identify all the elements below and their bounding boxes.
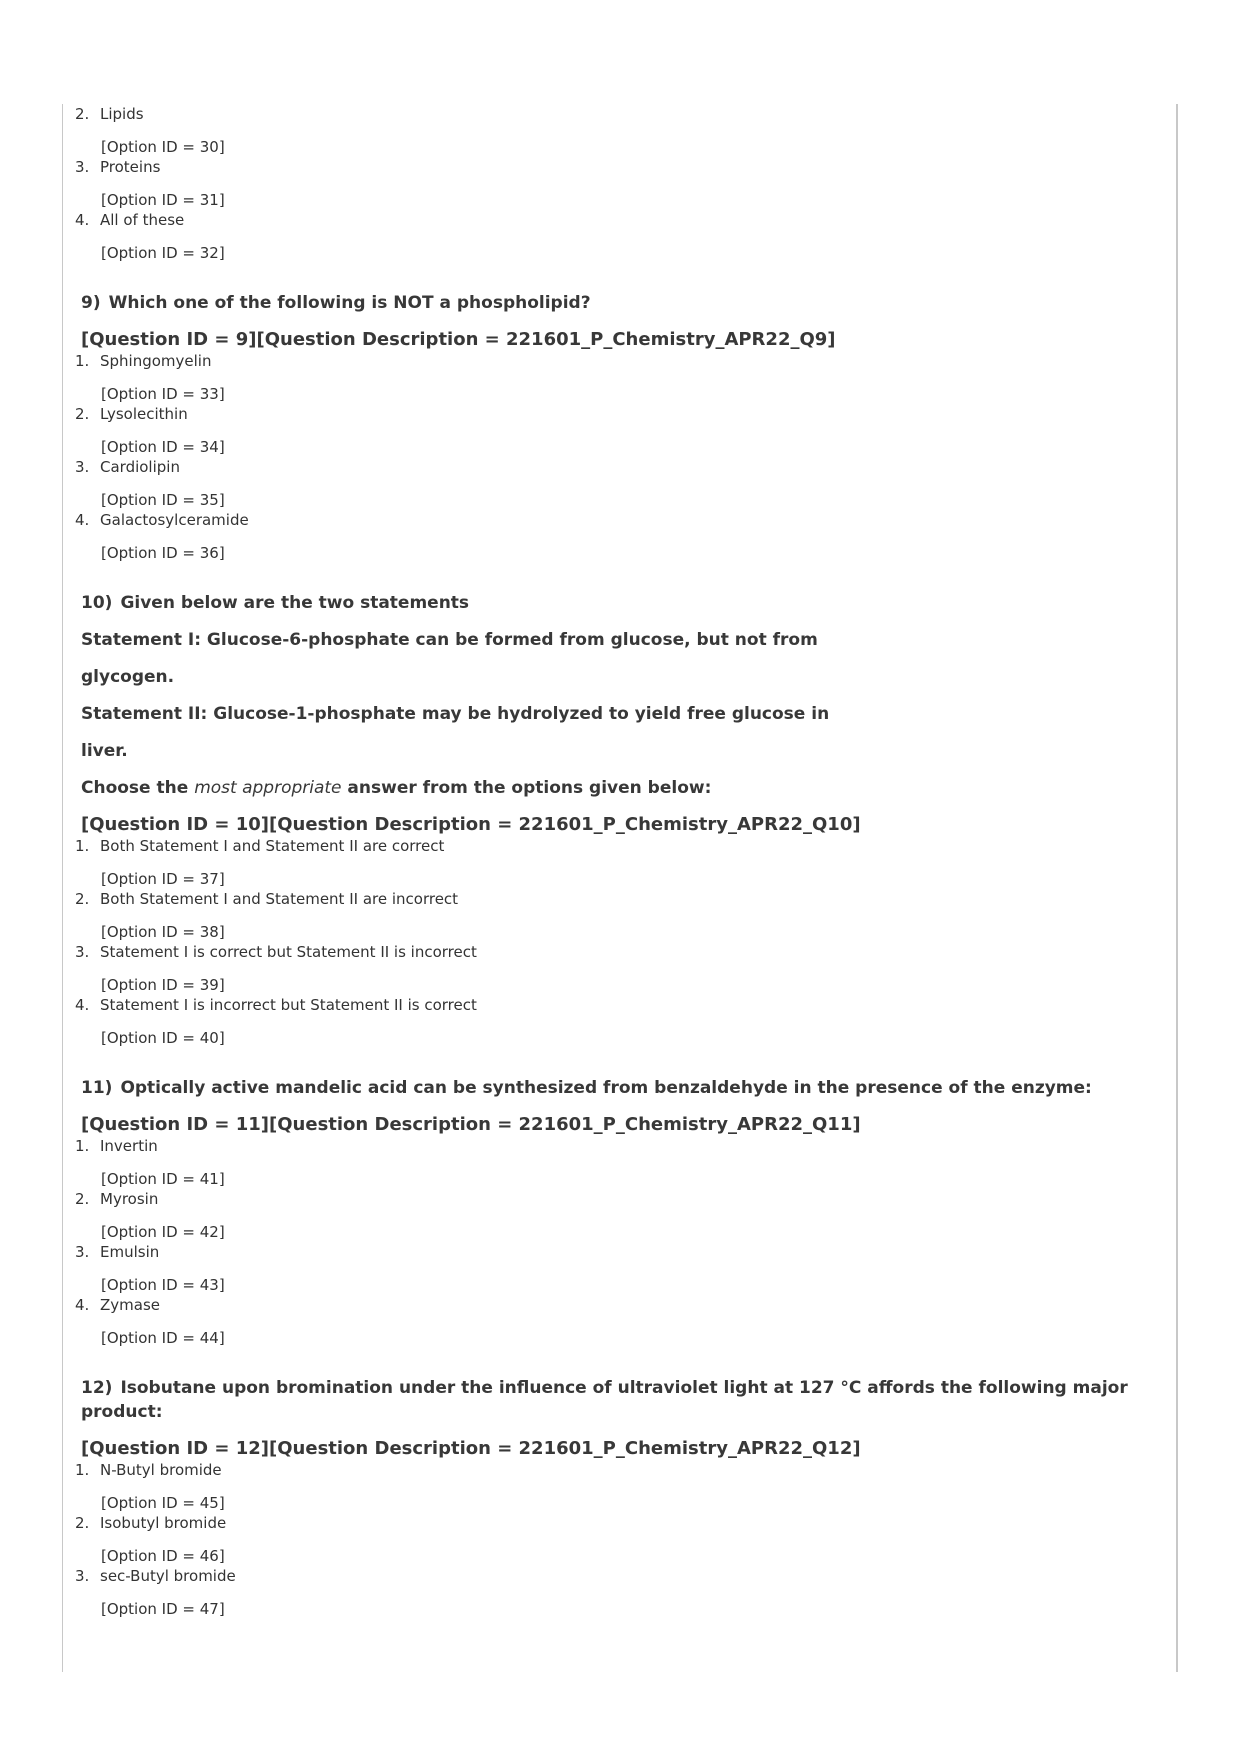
question-stem [75, 1376, 1165, 1424]
option-item: 3. Cardiolipin [75, 458, 180, 476]
option-item: 3. Statement I is correct but Statement II is incorrect [75, 943, 477, 961]
option-item: 4. All of these [75, 211, 185, 229]
option-id: [Option ID = 31] [101, 191, 225, 209]
option-item: 1. Invertin [75, 1137, 158, 1155]
statement-1-line-1: Statement I: Glucose-6-phosphate can be formed from glucose, but not from [81, 630, 818, 650]
option-id: [Option ID = 32] [101, 244, 225, 262]
option-item: 4. Zymase [75, 1296, 160, 1314]
question-id: [Question ID = 11][Question Description = 221601_P_Chemistry_APR22_Q11] [81, 1114, 861, 1135]
statement-2-line-2: liver. [81, 741, 128, 761]
question-content [75, 104, 1165, 1619]
option-id: [Option ID = 43] [101, 1276, 225, 1294]
option-id: [Option ID = 39] [101, 976, 225, 994]
option-id: [Option ID = 37] [101, 870, 225, 888]
prev-question-options [75, 104, 1165, 263]
statement-2-line-1: Statement II: Glucose-1-phosphate may be hydrolyzed to yield free glucose in [81, 704, 830, 724]
option-id: [Option ID = 38] [101, 923, 225, 941]
option-item: 4. Galactosylceramide [75, 511, 249, 529]
question-12 [75, 1376, 1165, 1619]
question-text: Isobutane upon bromination under the influence of ultraviolet light at 127 °C affords the following major product: [81, 1378, 1128, 1422]
option-id: [Option ID = 34] [101, 438, 225, 456]
option-id: [Option ID = 41] [101, 1170, 225, 1188]
choose-instruction: Choose the most appropriate answer from the options given below: [81, 778, 712, 798]
option-item: 4. Statement I is incorrect but Statement II is correct [75, 996, 477, 1014]
option-item: 3. Proteins [75, 158, 161, 176]
option-item: 1. Both Statement I and Statement II are correct [75, 837, 445, 855]
question-10 [75, 591, 1165, 1048]
question-11 [75, 1076, 1165, 1348]
question-number: 11) [81, 1078, 113, 1098]
option-id: [Option ID = 42] [101, 1223, 225, 1241]
question-number: 12) [81, 1378, 113, 1398]
option-item: 2. Myrosin [75, 1190, 159, 1208]
option-item: 2. Both Statement I and Statement II are incorrect [75, 890, 459, 908]
question-id: [Question ID = 10][Question Description = 221601_P_Chemistry_APR22_Q10] [81, 814, 861, 835]
question-text: Which one of the following is NOT a phospholipid? [108, 293, 591, 313]
option-id: [Option ID = 40] [101, 1029, 225, 1047]
question-number: 9) [81, 293, 101, 313]
left-border-line [62, 104, 63, 1672]
option-id: [Option ID = 46] [101, 1547, 225, 1565]
question-stem [75, 1076, 1165, 1100]
right-border-line [1176, 104, 1178, 1672]
option-id: [Option ID = 35] [101, 491, 225, 509]
option-id: [Option ID = 45] [101, 1494, 225, 1512]
question-stem [75, 591, 1165, 615]
option-item: 2. Lysolecithin [75, 405, 188, 423]
statement-1-line-2: glycogen. [81, 667, 175, 687]
question-text: Optically active mandelic acid can be synthesized from benzaldehyde in the presence of the enzyme: [120, 1078, 1092, 1098]
option-item: 1. N-Butyl bromide [75, 1461, 222, 1479]
question-stem [75, 291, 1165, 315]
option-item: 3. sec-Butyl bromide [75, 1567, 236, 1585]
option-item: 2. Lipids [75, 105, 144, 123]
question-id: [Question ID = 12][Question Description = 221601_P_Chemistry_APR22_Q12] [81, 1438, 861, 1459]
option-id: [Option ID = 30] [101, 138, 225, 156]
question-9 [75, 291, 1165, 563]
option-id: [Option ID = 33] [101, 385, 225, 403]
question-text: Given below are the two statements [120, 593, 470, 613]
option-item: 3. Emulsin [75, 1243, 160, 1261]
option-id: [Option ID = 36] [101, 544, 225, 562]
question-number: 10) [81, 593, 113, 613]
option-item: 2. Isobutyl bromide [75, 1514, 227, 1532]
option-item: 1. Sphingomyelin [75, 352, 212, 370]
option-id: [Option ID = 47] [101, 1600, 225, 1618]
option-id: [Option ID = 44] [101, 1329, 225, 1347]
emphasis-text: most appropriate [194, 778, 342, 798]
question-id: [Question ID = 9][Question Description = 221601_P_Chemistry_APR22_Q9] [81, 329, 836, 350]
